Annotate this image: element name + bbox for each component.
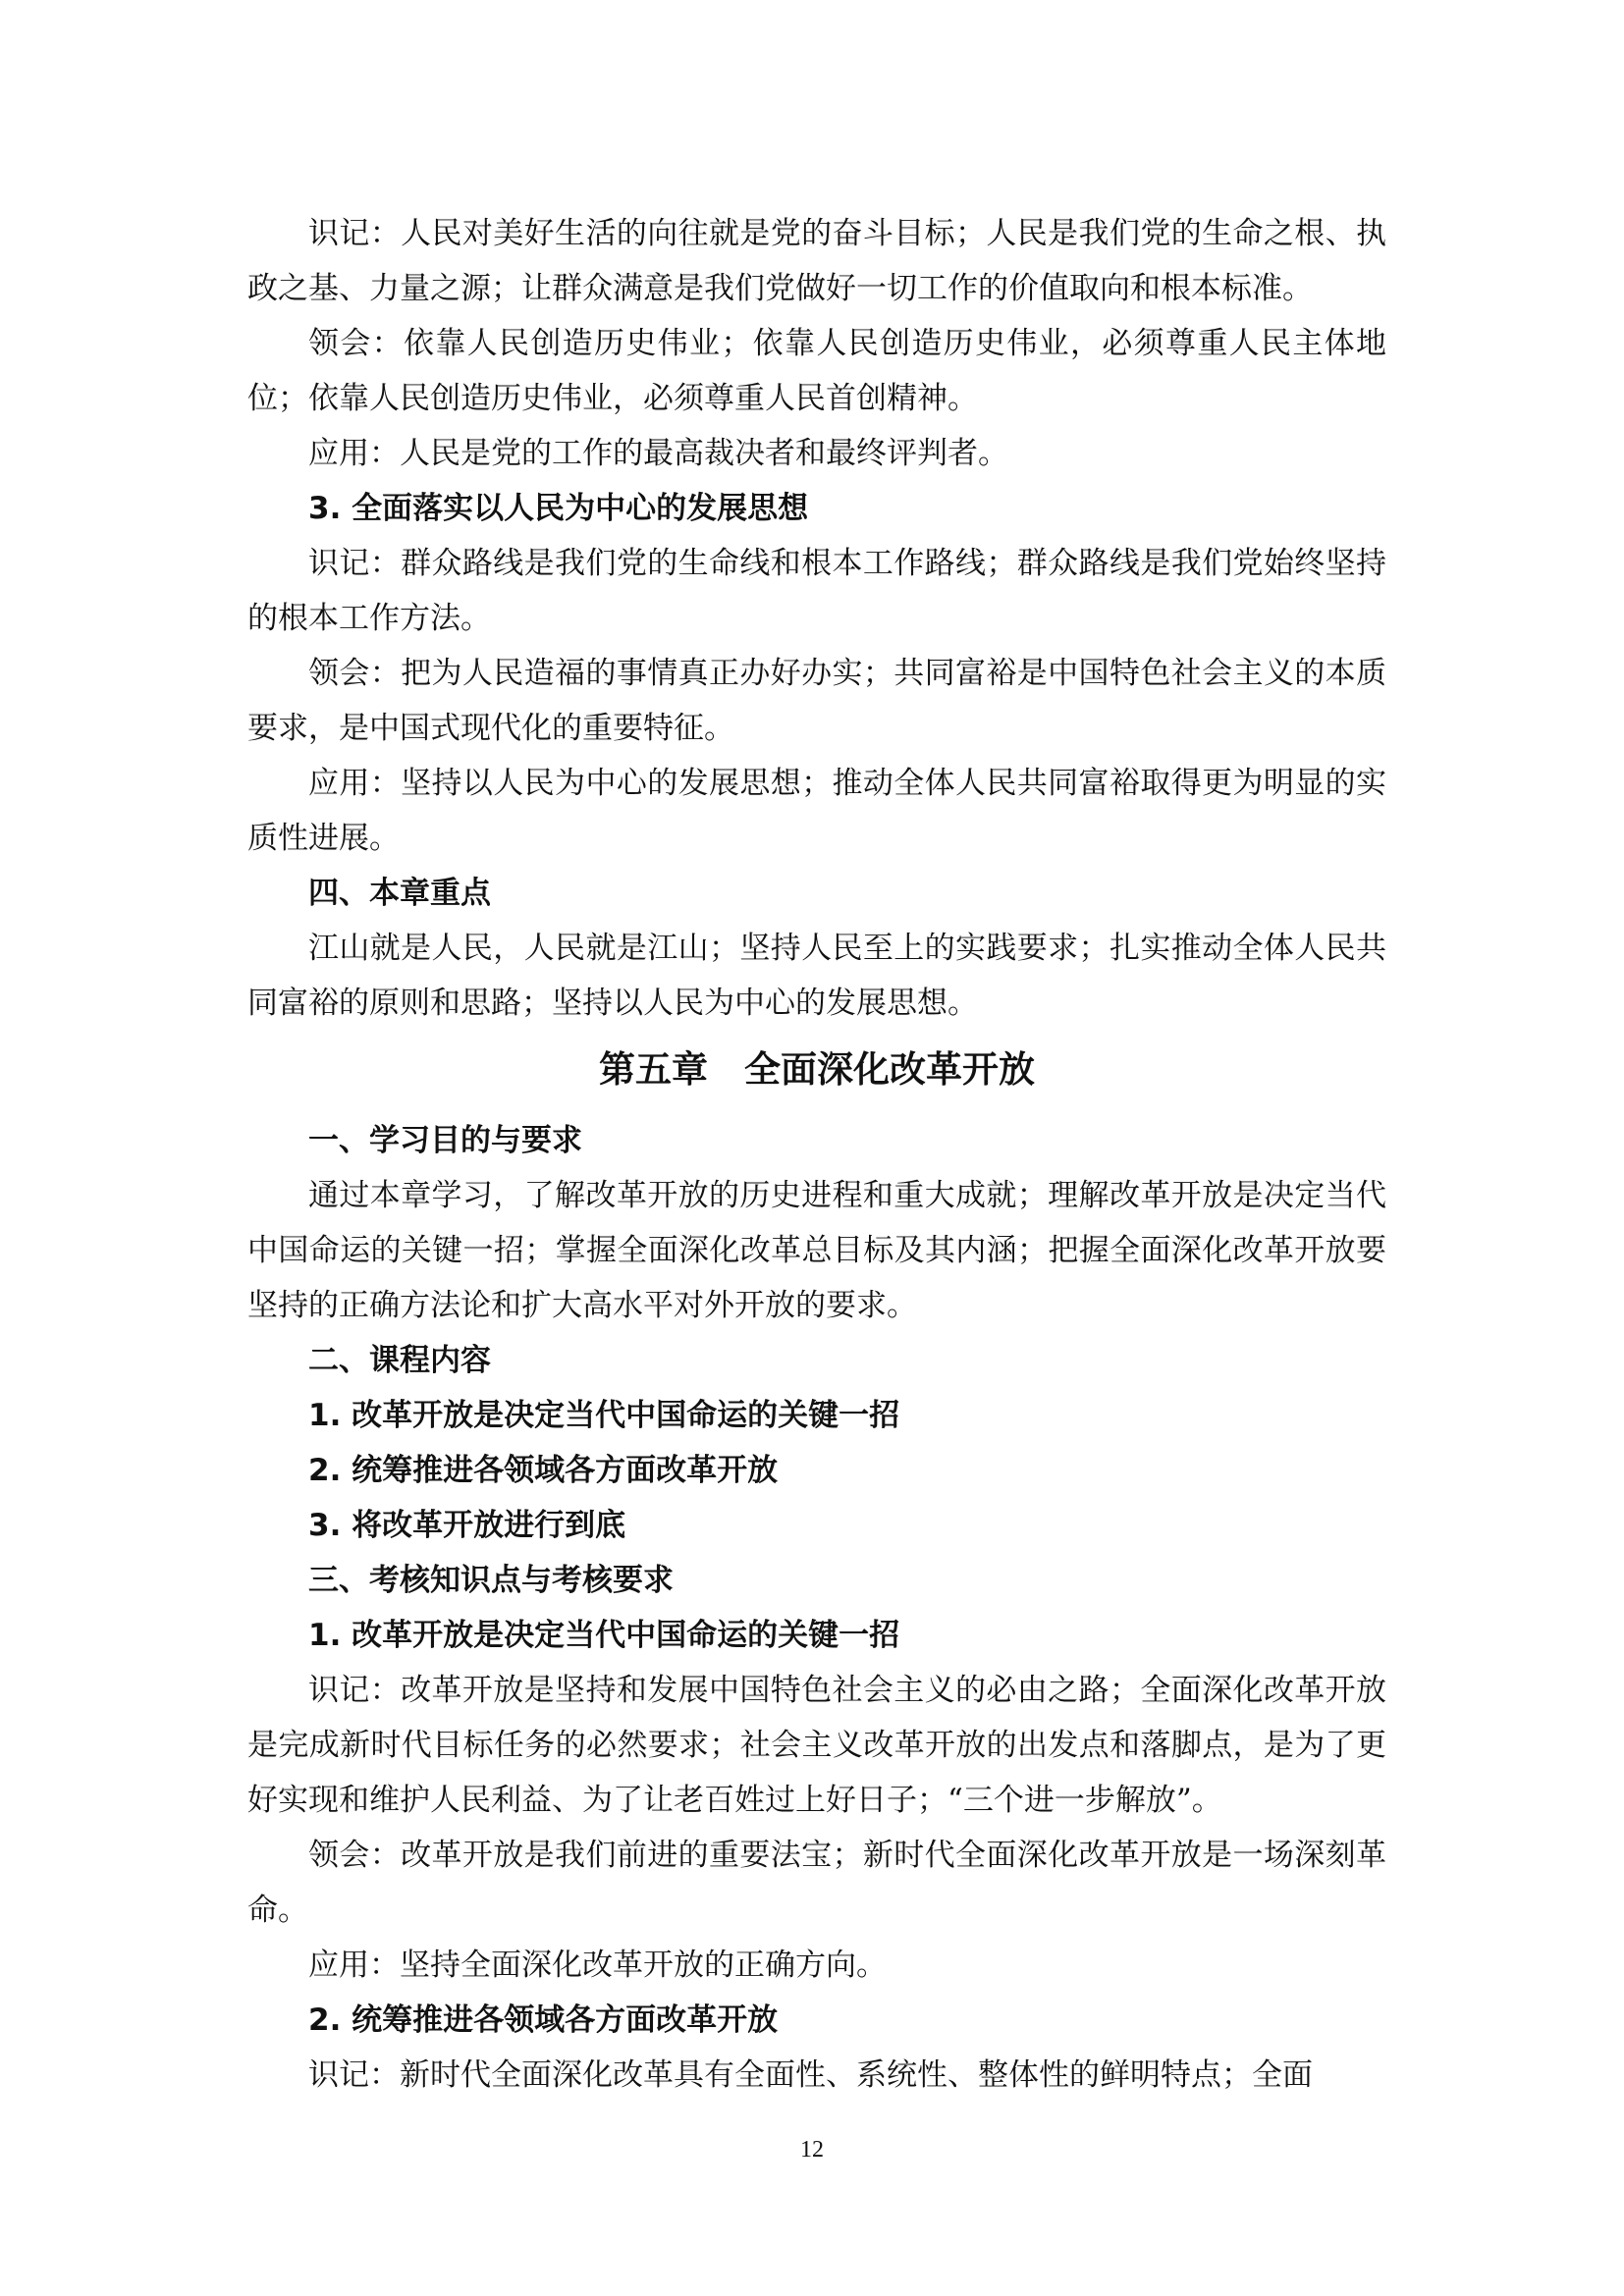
heading-2-course-content: 二、课程内容 — [308, 1343, 491, 1378]
para-memorize-reform-features: 识记：新时代全面深化改革具有全面性、系统性、整体性的鲜明特点；全面 — [308, 2057, 1313, 2093]
heading-assessment-item-2: 2. 统筹推进各领域各方面改革开放 — [308, 2002, 779, 2038]
heading-3-people-centered-development: 3. 全面落实以人民为中心的发展思想 — [308, 491, 809, 526]
heading-course-item-3: 3. 将改革开放进行到底 — [308, 1508, 626, 1543]
chapter-5-title: 第五章 全面深化改革开放 — [599, 1048, 1035, 1091]
para-apply-people-judge: 应用：人民是党的工作的最高裁决者和最终评判者。 — [308, 436, 1008, 471]
para-memorize-mass-line: 识记：群众路线是我们党的生命线和根本工作路线；群众路线是我们党始终坚持的根本工作方法。 — [247, 546, 1386, 636]
para-memorize-reform-path: 识记：改革开放是坚持和发展中国特色社会主义的必由之路；全面深化改革开放是完成新时代目标任务的必然要求；社会主义改革开放的出发点和落脚点，是为了更好实现和维护人民利益、为了让老百姓过上好日子；“三个进一步解放”。 — [247, 1673, 1386, 1818]
heading-course-item-2: 2. 统筹推进各领域各方面改革开放 — [308, 1453, 779, 1488]
para-understand-people-create-history: 领会：依靠人民创造历史伟业；依靠人民创造历史伟业，必须尊重人民主体地位；依靠人民创造历史伟业，必须尊重人民首创精神。 — [247, 326, 1386, 416]
para-understand-common-prosperity: 领会：把为人民造福的事情真正办好办实；共同富裕是中国特色社会主义的本质要求，是中国式现代化的重要特征。 — [247, 656, 1386, 746]
para-chapter-key-points: 江山就是人民，人民就是江山；坚持人民至上的实践要求；扎实推动全体人民共同富裕的原则和思路；坚持以人民为中心的发展思想。 — [247, 931, 1386, 1021]
page-content — [247, 206, 1386, 2103]
para-understand-reform-magic-weapon: 领会：改革开放是我们前进的重要法宝；新时代全面深化改革开放是一场深刻革命。 — [247, 1838, 1386, 1928]
heading-1-learning-objectives: 一、学习目的与要求 — [308, 1123, 582, 1158]
page-number: 12 — [800, 2137, 824, 2163]
para-learning-objectives: 通过本章学习，了解改革开放的历史进程和重大成就；理解改革开放是决定当代中国命运的关键一招；掌握全面深化改革总目标及其内涵；把握全面深化改革开放要坚持的正确方法论和扩大高水平对外开放的要求。 — [247, 1178, 1386, 1323]
heading-4-chapter-key-points: 四、本章重点 — [308, 876, 491, 911]
heading-course-item-1: 1. 改革开放是决定当代中国命运的关键一招 — [308, 1398, 900, 1433]
heading-3-assessment-points: 三、考核知识点与考核要求 — [308, 1563, 674, 1598]
para-apply-people-centered: 应用：坚持以人民为中心的发展思想；推动全体人民共同富裕取得更为明显的实质性进展。 — [247, 766, 1386, 856]
para-apply-reform-direction: 应用：坚持全面深化改革开放的正确方向。 — [308, 1948, 887, 1983]
heading-assessment-item-1: 1. 改革开放是决定当代中国命运的关键一招 — [308, 1618, 900, 1653]
para-memorize-people-aspiration: 识记：人民对美好生活的向往就是党的奋斗目标；人民是我们党的生命之根、执政之基、力量之源；让群众满意是我们党做好一切工作的价值取向和根本标准。 — [247, 216, 1386, 306]
